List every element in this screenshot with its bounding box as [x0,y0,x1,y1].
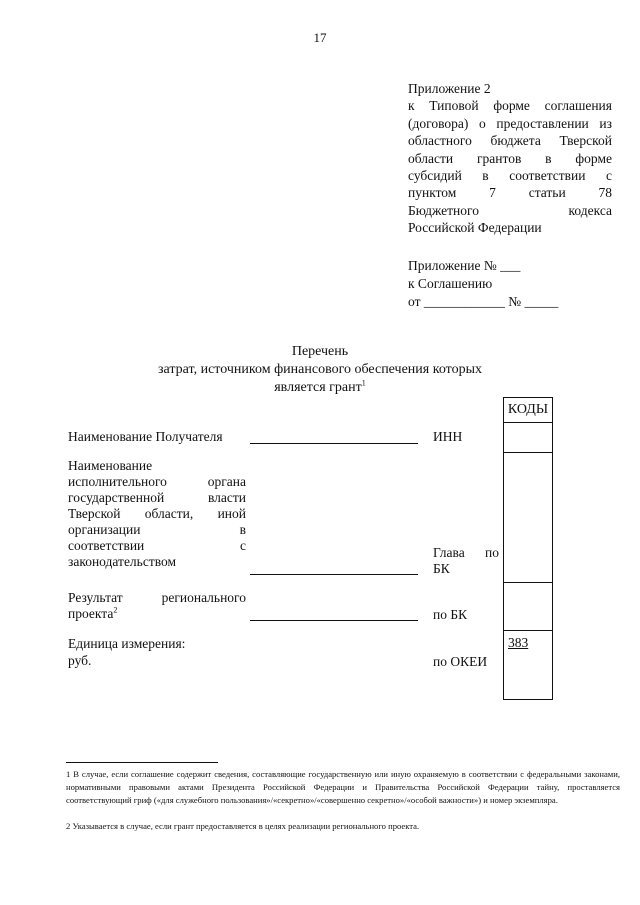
footnote-divider [66,762,218,763]
appendix-line: (договора) о предоставлении из [408,115,612,131]
by-bk-label: по БК [433,607,468,622]
chapter-label [433,545,499,577]
appendix-line: к Типовой форме соглашения [408,98,612,114]
authority-label [68,458,246,570]
chapter-label-line: БК [433,561,450,576]
codes-header: КОДЫ [507,402,549,417]
authority-label-line: исполнительного органа [68,474,246,489]
project-label-line [68,606,246,622]
okei-code-cell[interactable] [503,630,553,700]
inn-code-cell[interactable] [503,422,553,453]
chapter-code-cell[interactable] [503,452,553,583]
authority-label-line: соответствии с [68,538,246,553]
authority-label-line: организации в [68,522,246,537]
appendix-line: субсидий в соответствии с [408,168,612,184]
unit-label: Единица измерения: [68,636,186,651]
authority-field[interactable] [250,574,418,575]
footnote-mark: 1 [361,378,366,388]
authority-label-line: Наименование [68,458,153,473]
recipient-field[interactable] [250,443,418,444]
page-number: 17 [313,30,327,45]
okei-label: по ОКЕИ [433,654,488,669]
project-field[interactable] [250,620,418,621]
authority-label-line: Тверской области, иной [68,506,246,521]
codes-header-cell [503,397,553,423]
appendix-header [408,80,612,237]
inn-label: ИНН [433,429,463,444]
project-label-line: Результат регионального [68,590,246,605]
footnote-mark: 2 [113,605,118,615]
document-title [120,343,520,397]
footnote-2: 2 Указывается в случае, если грант предоставляется в целях реализации регионального проекта. [66,821,420,831]
agreement-reference [408,257,612,311]
title-text: является грант [274,380,362,395]
appendix-line: пунктом 7 статьи 78 [408,185,612,201]
project-code-cell[interactable] [503,582,553,631]
recipient-label: Наименование Получателя [68,429,223,444]
authority-label-line: законодательством [68,554,177,569]
chapter-label-line: Глава по [433,545,499,560]
appendix-line: области грантов в форме [408,150,612,166]
title-line [120,379,520,397]
authority-label-line: государственной власти [68,490,246,505]
footnote-1: 1 В случае, если соглашение содержит сведения, составляющие государственную или иную охраняемую в соответствии с федеральными законами, нормативными правовыми актами Президента Российской Федерации и Правительства Российской Федерации тайну, проставляется соответствующий гриф («для служебного пользования»/«секретно»/«совершенно секретно»/«особой важности») и номер экземпляра. [66,769,620,805]
agreement-ref-line: от ____________ № _____ [408,294,559,309]
title-line: затрат, источником финансового обеспечения которых [158,362,482,377]
appendix-line: областного бюджета Тверской [408,133,612,149]
appendix-line: Российской Федерации [408,220,542,236]
unit-value: руб. [68,653,92,668]
appendix-line: Приложение 2 [408,81,491,96]
okei-code: 383 [508,635,529,650]
agreement-ref-line: Приложение № ___ [408,258,521,273]
title-line: Перечень [291,344,349,359]
project-label-text: проекта [68,606,114,621]
appendix-line: Бюджетного кодекса [408,202,612,218]
agreement-ref-line: к Соглашению [408,276,493,291]
project-label [68,590,246,622]
